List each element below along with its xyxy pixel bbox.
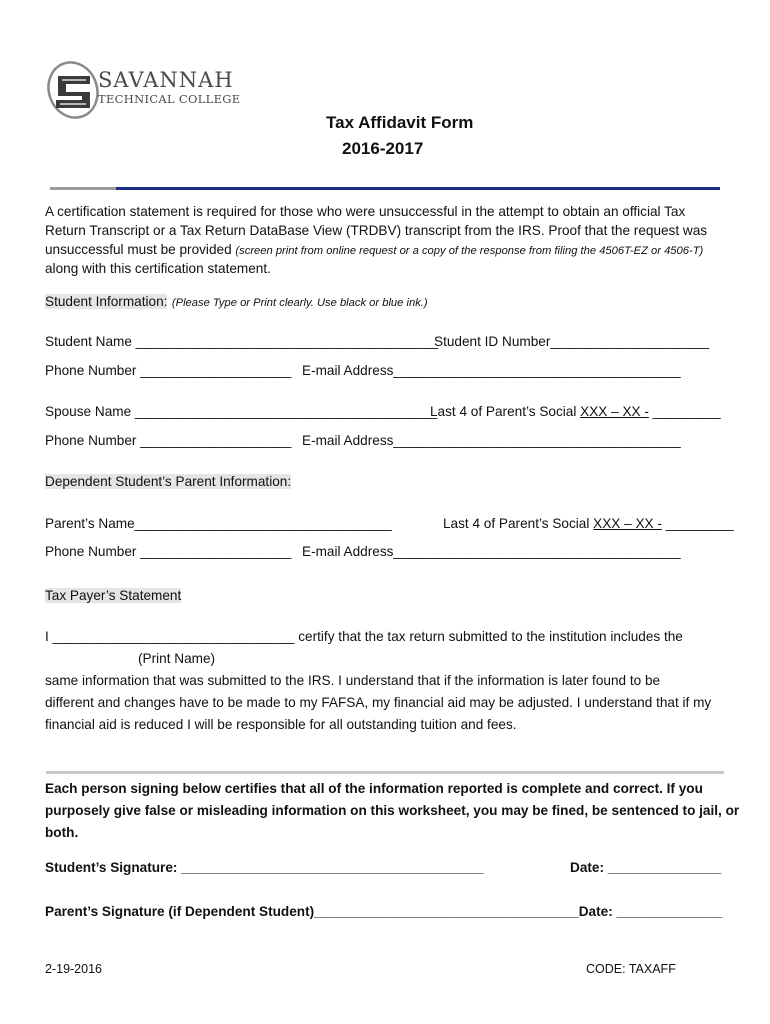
form-title: Tax Affidavit Form [326, 113, 474, 132]
section-separator [46, 771, 724, 774]
header-rule-blue [116, 187, 720, 190]
intro-line-2: Return Transcript or a Tax Return DataBase View (TRDBV) transcript from the IRS. Proof that the request was [45, 223, 708, 238]
parent-info-heading: Dependent Student’s Parent Information: [45, 474, 292, 489]
intro-line-3 [45, 242, 703, 257]
parent-last4-blank: _________ [661, 516, 734, 531]
spouse-last4-xxx: XXX – XX - [580, 404, 649, 419]
statement-line-1[interactable]: I ________________________________ certify that the tax return submitted to the institution includes the [45, 629, 683, 644]
parent-name-field[interactable]: Parent’s Name__________________________________ [45, 516, 392, 531]
footer-code: CODE: TAXAFF [586, 962, 676, 976]
spouse-last4-blank: _________ [648, 404, 721, 419]
college-logo-mark-icon [44, 54, 102, 124]
certification-line-3: both. [45, 825, 79, 840]
intro-line-3-italic: (screen print from online request or a copy of the response from filing the 4506T-EZ or 4506-T) [235, 245, 704, 257]
statement-line-2: same information that was submitted to the IRS. I understand that if the information is later found to be [45, 673, 661, 688]
parent-phone-field[interactable]: Phone Number ____________________ [45, 544, 292, 559]
parent-email-field[interactable]: E-mail Address______________________________________ [302, 544, 681, 559]
header-rule-gray [50, 187, 116, 190]
student-id-field[interactable]: Student ID Number_____________________ [434, 334, 710, 349]
student-date-field[interactable]: Date: _______________ [570, 860, 722, 875]
intro-line-1: A certification statement is required for those who were unsuccessful in the attempt to obtain an official Tax [45, 204, 686, 219]
intro-line-4: along with this certification statement. [45, 261, 271, 276]
student-signature-field[interactable]: Student’s Signature: ________________________________________ [45, 860, 484, 875]
student-info-heading: Student Information: [45, 294, 168, 309]
print-name-caption: (Print Name) [138, 651, 216, 666]
spouse-last4-field[interactable] [430, 404, 721, 419]
form-year: 2016-2017 [342, 139, 424, 158]
certification-line-2: purposely give false or misleading information on this worksheet, you may be fined, be sentenced to jail, or [45, 803, 740, 818]
student-name-field[interactable]: Student Name ________________________________________ [45, 334, 439, 349]
college-name-line1: SAVANNAH [98, 68, 234, 92]
certification-line-1: Each person signing below certifies that all of the information reported is complete and correct. If you [45, 781, 703, 796]
student-email-field[interactable]: E-mail Address______________________________________ [302, 363, 681, 378]
spouse-email-field[interactable]: E-mail Address______________________________________ [302, 433, 681, 448]
student-info-heading-row [45, 293, 428, 311]
parent-signature-field[interactable]: Parent’s Signature (if Dependent Student)___________________________________Date: ______________ [45, 904, 723, 919]
spouse-last4-label: Last 4 of Parent’s Social [430, 404, 581, 419]
student-info-note: (Please Type or Print clearly. Use black or blue ink.) [171, 297, 428, 309]
statement-line-3: different and changes have to be made to my FAFSA, my financial aid may be adjusted. I understand that if my [45, 695, 712, 710]
parent-last4-xxx: XXX – XX - [593, 516, 662, 531]
spouse-phone-field[interactable]: Phone Number ____________________ [45, 433, 292, 448]
footer-date: 2-19-2016 [45, 962, 102, 976]
parent-last4-label: Last 4 of Parent’s Social [443, 516, 594, 531]
statement-line-4: financial aid is reduced I will be responsible for all outstanding tuition and fees. [45, 717, 517, 732]
spouse-name-field[interactable]: Spouse Name ________________________________________ [45, 404, 438, 419]
college-logo [44, 54, 241, 124]
college-name-line2: TECHNICAL COLLEGE [98, 92, 241, 106]
intro-line-3-lead: unsuccessful must be provided [45, 242, 236, 257]
parent-last4-field[interactable] [443, 516, 734, 531]
statement-heading: Tax Payer’s Statement [45, 588, 182, 603]
student-phone-field[interactable]: Phone Number ____________________ [45, 363, 292, 378]
